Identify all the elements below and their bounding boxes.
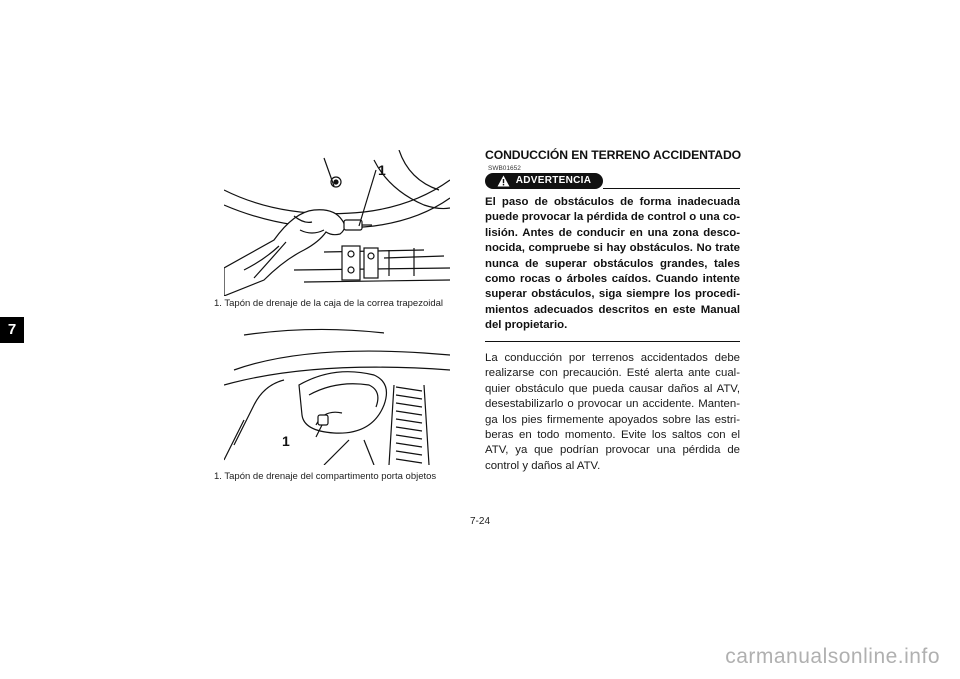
right-column: [485, 148, 740, 474]
section-title: CONDUCCIÓN EN TERRENO ACCIDENTADO: [485, 148, 742, 162]
body-paragraph: La conducción por terrenos accidentados debe realizarse con precaución. Esté alerta ante cual-quier obstáculo que pueda causar daños al ATV, desestabilizarlo o provocar un accidente. Manten-ga los pies firmemente apoyados sobre las estri-beras en todo momento. Evite los saltos con el ATV, ya que podrían provocar una pérdida de control y daños al ATV.: [485, 352, 740, 472]
warning-rule: [603, 188, 740, 189]
warning-code: SWB01652: [488, 165, 521, 172]
watermark: carmanualsonline.info: [725, 645, 940, 668]
warning-badge: [485, 173, 603, 189]
figure2-callout: 1: [282, 433, 290, 449]
figure2-caption: 1. Tapón de drenaje del compartimento porta objetos: [214, 471, 437, 482]
drain-plug-v-belt-illustration: [224, 150, 450, 296]
drain-plug-storage-illustration: [224, 325, 450, 465]
figure1-caption: 1. Tapón de drenaje de la caja de la correa trapezoidal: [214, 298, 444, 309]
warning-triangle-icon: [497, 175, 510, 187]
warning-text: El paso de obstáculos de forma inadecuada puede provocar la pérdida de control o una co-lisión. Antes de conducir en una zona desco-nocida, compruebe si hay obstáculos. No trate nunca de superar obstáculos grandes, tales como rocas o árboles caídos. Cuando intente superar obstáculos, siga siempre los procedi-mientos adecuados descritos en este Manual del propietario.: [485, 196, 740, 332]
figure1-callout: 1: [378, 162, 386, 178]
warning-label: ADVERTENCIA: [515, 175, 592, 186]
warning-header: [485, 173, 740, 189]
warning-end-rule: [485, 341, 740, 342]
page-number: 7-24: [469, 516, 490, 527]
chapter-tab: 7: [0, 317, 24, 343]
